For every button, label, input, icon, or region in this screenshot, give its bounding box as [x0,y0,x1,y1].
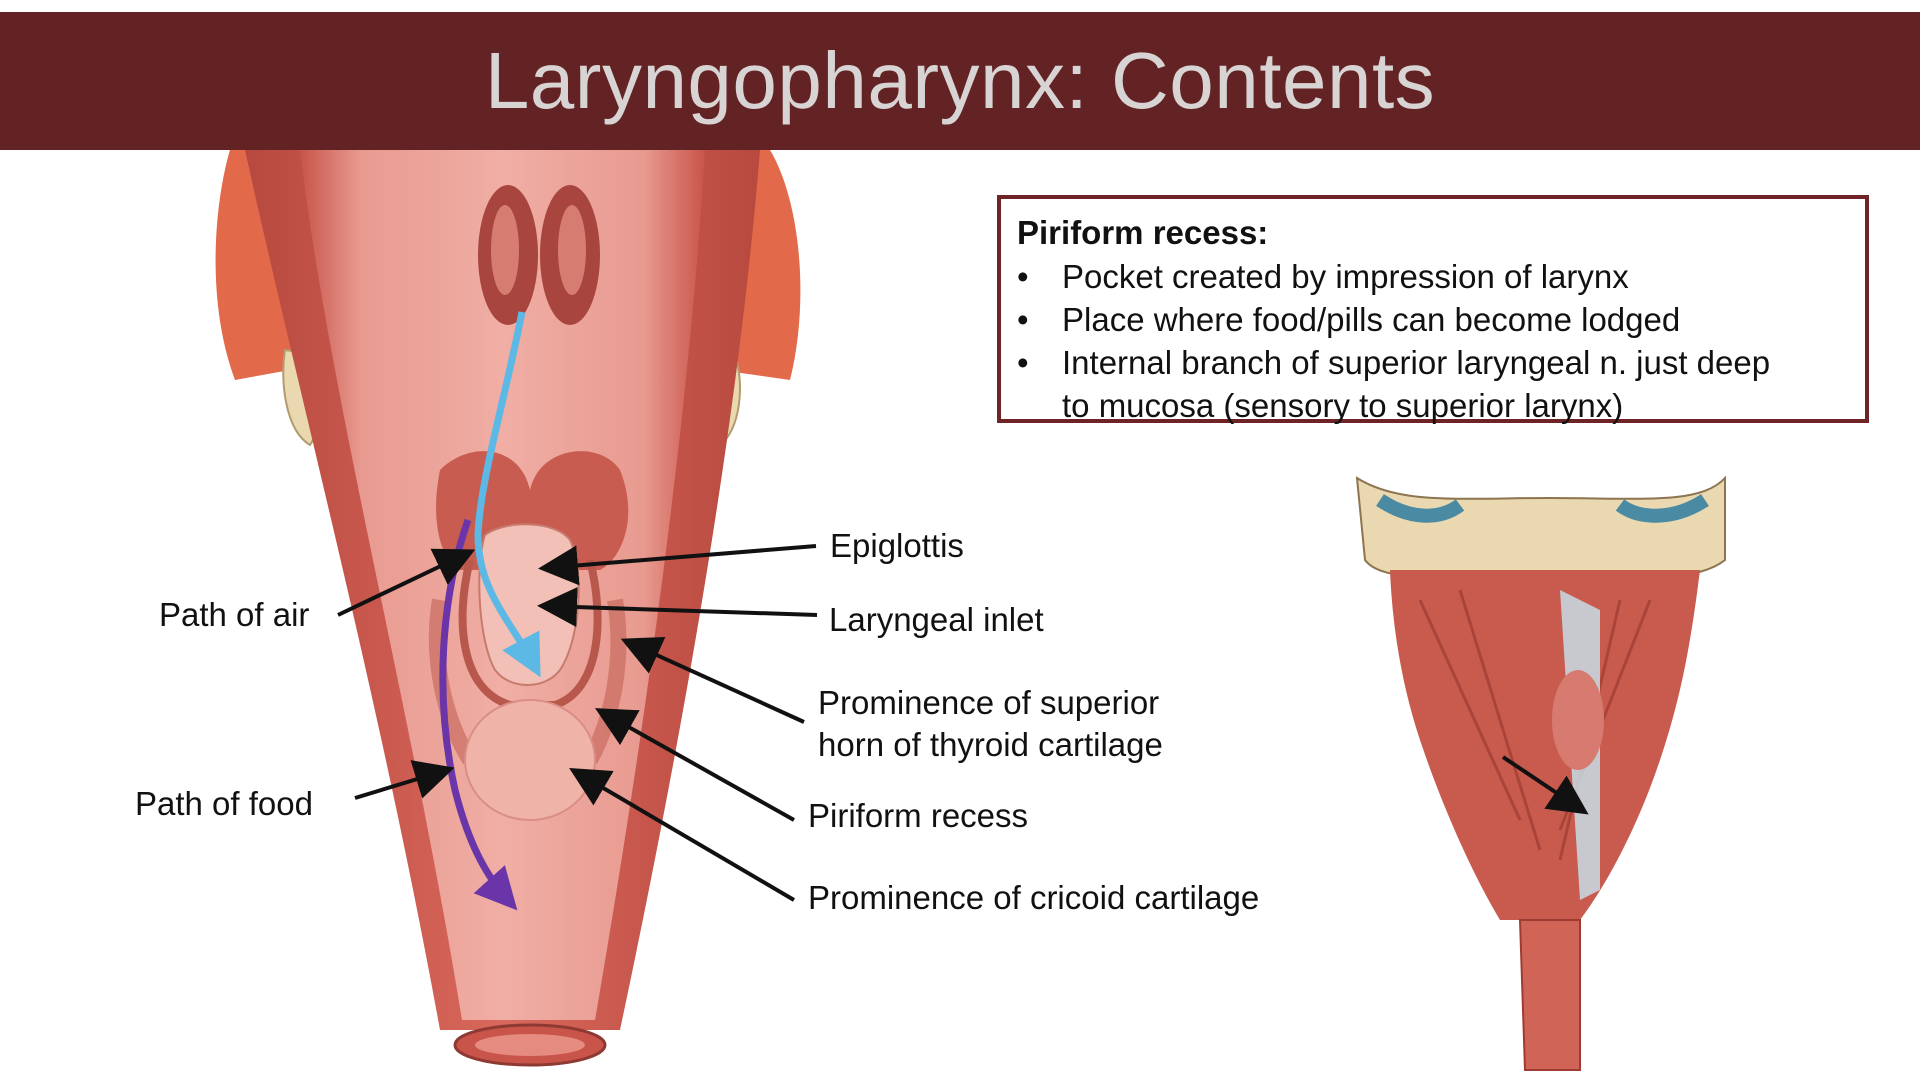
info-box-heading: Piriform recess: [1017,214,1269,251]
info-box-list [1017,255,1849,427]
piriform-info-box [997,195,1869,423]
skull-base [1357,478,1725,578]
label-epiglottis: Epiglottis [830,527,964,564]
label-superior-horn-line1: Prominence of superior [818,684,1160,721]
constrictor-muscles [1390,570,1700,920]
slide-title: Laryngopharynx: Contents [484,36,1436,125]
list-item: • Pocket created by impression of larynx [1017,255,1849,298]
label-path-of-food: Path of food [135,785,313,822]
label-superior-horn-line2: horn of thyroid cartilage [818,726,1163,763]
bullet-glyph: • [1017,301,1029,338]
cricoid-prominence [465,700,595,820]
label-laryngeal-inlet: Laryngeal inlet [829,601,1044,638]
bullet-glyph: • [1017,344,1029,381]
esophagus-lower [1520,920,1580,1070]
list-item: • Place where food/pills can become lodged [1017,298,1849,341]
label-piriform-recess: Piriform recess [808,797,1029,834]
label-path-of-air: Path of air [159,596,310,633]
list-item: • Internal branch of superior laryngeal n. just deep [1017,341,1849,384]
posterior-view-illustration [1357,478,1725,1070]
list-item: to mucosa (sensory to superior larynx) [1062,387,1624,424]
bullet-glyph: • [1017,258,1029,295]
label-cricoid: Prominence of cricoid cartilage [808,879,1260,916]
title-bar [0,12,1920,150]
